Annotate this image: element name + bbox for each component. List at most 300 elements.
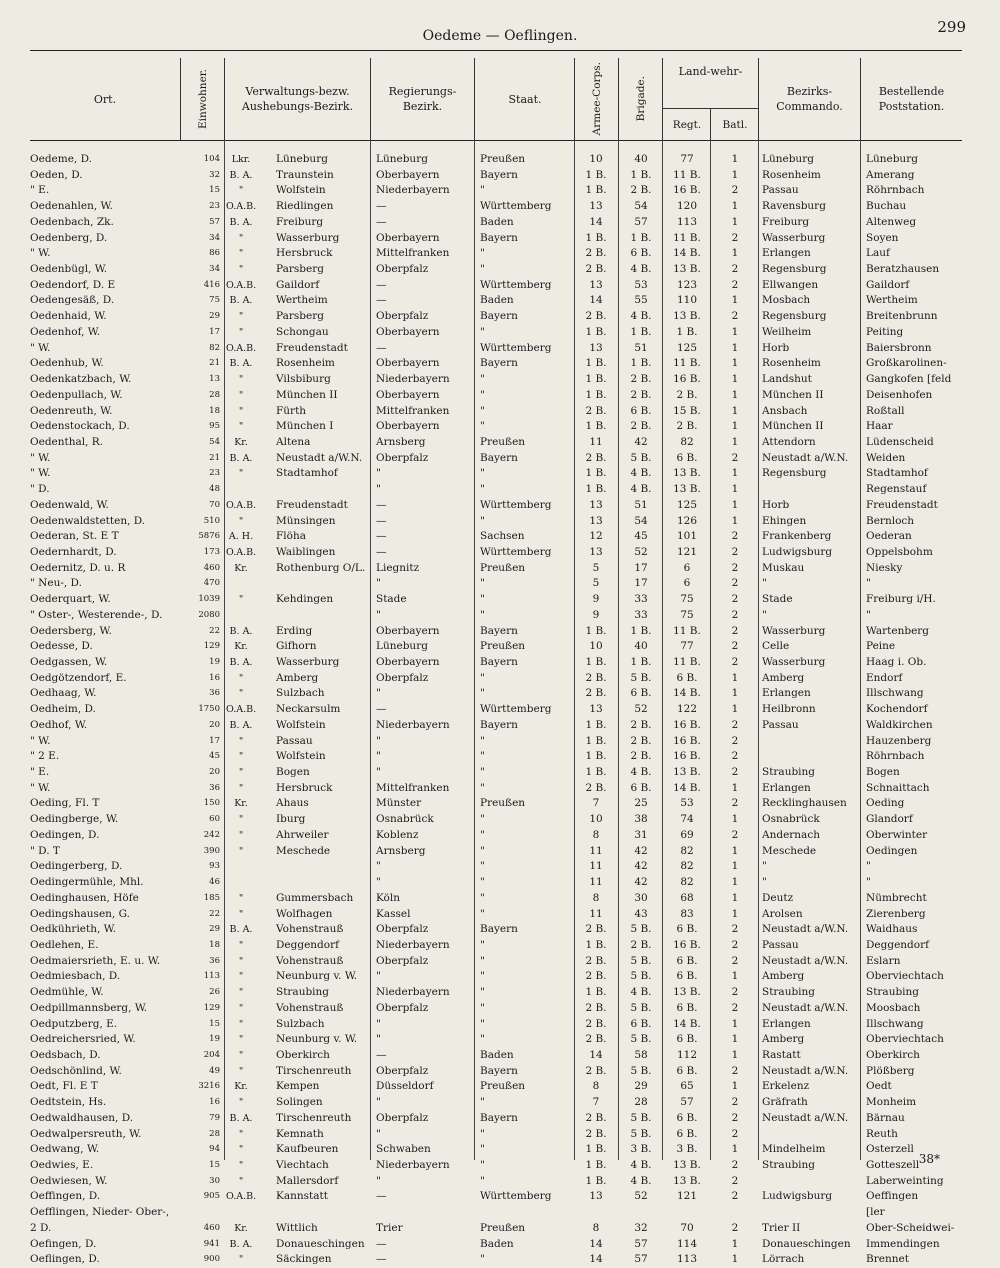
cell-reg: Oberbayern (376, 325, 440, 338)
cell-regt: 74 (680, 813, 694, 826)
cell-ein: 93 (209, 861, 220, 872)
top-rule (30, 50, 962, 51)
cell-post: Peiting (866, 325, 904, 338)
cell-brig: 2 B. (630, 734, 652, 747)
cell-kdo: " (762, 860, 767, 873)
cell-batl: 1 (731, 876, 739, 889)
cell-ein: 1750 (198, 704, 220, 715)
cell-armee: 1 B. (585, 1143, 607, 1156)
cell-batl: 1 (731, 1253, 739, 1266)
cell-bez: Hersbruck (276, 247, 333, 260)
cell-kdo: Horb (762, 498, 790, 511)
cell-ort: Oedingermühle, Mhl. (30, 876, 144, 889)
cell-batl: 1 (731, 247, 739, 260)
cell-brig: 1 B. (630, 624, 652, 637)
cell-staat: " (480, 907, 485, 920)
cell-armee: 2 B. (585, 1017, 607, 1030)
cell-bez: Neunburg v. W. (276, 1033, 358, 1046)
cell-batl: 2 (731, 278, 739, 291)
cell-post: Oeffingen (866, 1190, 919, 1203)
cell-verw: " (238, 374, 244, 386)
cell-post: Haag i. Ob. (866, 656, 927, 668)
cell-reg: — (376, 215, 387, 228)
cell-regt: 1 B. (676, 325, 698, 338)
cell-ein: 460 (203, 562, 220, 573)
cell-staat: " (480, 388, 485, 401)
cell-ein: 900 (203, 1254, 220, 1265)
cell-reg: — (376, 278, 387, 291)
cell-ort: Oedenthal, R. (30, 435, 104, 448)
cell-ort: Oedt, Fl. E T (30, 1080, 98, 1093)
cell-staat: " (480, 1174, 485, 1187)
cell-ein: 1039 (198, 594, 220, 605)
cell-staat: " (480, 750, 485, 763)
cell-ort: Oeflingen, D. (30, 1253, 100, 1266)
cell-post: Brennet (866, 1253, 909, 1266)
cell-batl: 1 (731, 200, 739, 213)
cell-armee: 2 B. (585, 954, 607, 967)
cell-post: Glandorf (866, 813, 913, 826)
signature-mark: 38* (918, 1152, 940, 1166)
cell-bez: Wittlich (276, 1221, 318, 1234)
cell-staat: Preußen (480, 640, 526, 653)
cell-kdo: Rosenheim (762, 357, 821, 370)
cell-bez: Waiblingen (276, 545, 336, 558)
cell-kdo: Trier II (762, 1221, 801, 1234)
cell-armee: 8 (592, 828, 600, 841)
cell-batl: 1 (731, 1143, 739, 1156)
cell-ort: Oederan, St. E T (30, 530, 119, 543)
table-row (30, 356, 962, 372)
cell-staat: Baden (480, 294, 514, 307)
cell-reg: Oberpfalz (376, 1064, 429, 1077)
cell-regt: 6 B. (676, 1064, 698, 1077)
cell-verw: " (238, 751, 244, 763)
table-row (30, 796, 962, 812)
cell-batl: 1 (731, 153, 739, 165)
cell-post: Soyen (866, 231, 899, 244)
cell-ein: 204 (203, 1049, 220, 1060)
cell-bez: Rosenheim (276, 357, 335, 370)
cell-reg: " (376, 1017, 381, 1030)
cell-regt: 68 (680, 891, 694, 904)
cell-verw: O.A.B. (226, 546, 257, 558)
cell-post: Freiburg i/H. (866, 593, 936, 606)
cell-kdo: Heilbronn (762, 703, 816, 716)
cell-kdo: Regensburg (762, 263, 827, 276)
cell-regt: 112 (676, 1048, 698, 1061)
cell-post: Beratzhausen (866, 263, 940, 276)
cell-bez: Sulzbach (276, 1017, 325, 1030)
cell-regt: 6 B. (676, 1127, 698, 1140)
col-header-poststation-label: Bestellende Poststation. (878, 85, 945, 113)
cell-verw: " (238, 688, 244, 700)
cell-regt: 16 B. (673, 718, 701, 731)
cell-staat: " (480, 844, 485, 857)
cell-armee: 1 B. (585, 168, 607, 181)
cell-regt: 6 B. (676, 923, 698, 936)
table-row (30, 372, 962, 388)
cell-verw: " (238, 405, 244, 417)
cell-staat: " (480, 514, 485, 527)
cell-regt: 113 (676, 1253, 698, 1266)
cell-ort: Oedinghausen, Höfe (30, 891, 139, 904)
cell-verw: Kr. (234, 798, 248, 810)
table-row (30, 969, 962, 985)
cell-post: Gotteszell (866, 1159, 920, 1171)
cell-verw: B. A. (229, 216, 253, 228)
table-row (30, 891, 962, 907)
cell-reg: Oberpfalz (376, 954, 429, 967)
table-row (30, 183, 962, 199)
cell-ein: 32 (209, 169, 220, 180)
cell-verw: " (238, 735, 244, 747)
cell-reg: Oberbayern (376, 420, 440, 433)
cell-batl: 1 (731, 215, 739, 228)
cell-batl: 2 (731, 624, 739, 637)
cell-ort: Oedschönlind, W. (30, 1064, 122, 1077)
cell-verw: B. A. (229, 358, 253, 370)
cell-kdo: Regensburg (762, 310, 827, 323)
cell-ein: 104 (203, 154, 220, 164)
cell-reg: — (376, 1237, 387, 1250)
cell-ein: 82 (209, 342, 220, 353)
cell-post: Großkarolinen- (866, 357, 947, 370)
cell-staat: " (480, 954, 485, 967)
cell-kdo: Lüneburg (762, 153, 814, 165)
cell-kdo: Neustadt a/W.N. (762, 923, 849, 936)
page-number: 299 (937, 18, 966, 36)
cell-verw: " (238, 987, 244, 999)
cell-reg: Düsseldorf (376, 1080, 434, 1093)
cell-armee: 1 B. (585, 656, 607, 668)
cell-reg: " (376, 1096, 381, 1109)
cell-ort: Oedengesäß, D. (30, 294, 115, 307)
cell-batl: 2 (731, 451, 739, 464)
cell-batl: 2 (731, 750, 739, 763)
table-row (30, 655, 962, 671)
cell-reg: — (376, 530, 387, 543)
cell-verw: " (238, 767, 244, 779)
cell-reg: Trier (376, 1221, 403, 1234)
cell-armee: 2 B. (585, 404, 607, 417)
cell-ein: 17 (209, 735, 220, 746)
table-row (30, 907, 962, 923)
cell-brig: 5 B. (630, 1033, 652, 1046)
cell-ein: 5876 (198, 531, 220, 542)
cell-reg: — (376, 703, 387, 716)
col-header-staat (474, 58, 575, 140)
cell-kdo: München II (762, 388, 824, 401)
cell-ort: Oedersberg, W. (30, 624, 112, 637)
cell-regt: 6 B. (676, 1111, 698, 1124)
cell-kdo: Deutz (762, 891, 794, 904)
cell-ort: Oedwalpersreuth, W. (30, 1127, 142, 1140)
cell-verw: " (238, 939, 244, 951)
col-header-regierung-label: Regierungs-Bezirk. (388, 85, 457, 113)
cell-ein: 18 (209, 939, 220, 950)
cell-reg: Oberpfalz (376, 671, 429, 684)
cell-reg: Koblenz (376, 828, 419, 841)
cell-post: Oberviechtach (866, 970, 944, 983)
cell-ein: 45 (209, 751, 220, 762)
cell-ort: Oedenberg, D. (30, 231, 108, 244)
table-row (30, 592, 962, 608)
cell-armee: 13 (589, 1190, 603, 1203)
cell-brig: 5 B. (630, 970, 652, 983)
table-row (30, 734, 962, 750)
cell-staat: Preußen (480, 561, 526, 574)
cell-ein: 21 (209, 452, 220, 463)
cell-reg: Arnsberg (376, 435, 426, 448)
cell-ort: Oedmühle, W. (30, 986, 104, 999)
cell-staat: " (480, 876, 485, 889)
cell-reg: Oberpfalz (376, 263, 429, 276)
cell-batl: 1 (731, 1048, 739, 1061)
cell-ort: Oedenwald, W. (30, 498, 109, 511)
cell-verw: " (238, 1049, 244, 1061)
cell-reg: Oberpfalz (376, 923, 429, 936)
cell-verw: " (238, 672, 244, 684)
cell-staat: Bayern (480, 231, 518, 244)
cell-batl: 2 (731, 577, 739, 590)
cell-verw: Kr. (234, 641, 248, 653)
cell-reg: Arnsberg (376, 844, 426, 857)
table-row (30, 875, 962, 891)
cell-armee: 1 B. (585, 750, 607, 763)
cell-post: Plößberg (866, 1064, 915, 1077)
cell-ort: Oedernhardt, D. (30, 545, 117, 558)
cell-batl: 1 (731, 357, 739, 370)
cell-regt: 53 (680, 797, 694, 810)
cell-batl: 1 (731, 1080, 739, 1093)
cell-bez: Amberg (276, 671, 319, 684)
cell-verw: " (238, 594, 244, 606)
cell-armee: 8 (592, 891, 600, 904)
cell-ein: 30 (209, 1175, 220, 1186)
cell-batl: 1 (731, 498, 739, 511)
table-row (30, 954, 962, 970)
cell-ein: 54 (209, 436, 220, 447)
cell-staat: " (480, 828, 485, 841)
cell-armee: 1 B. (585, 388, 607, 401)
cell-ein: 60 (209, 814, 220, 825)
cell-verw: " (238, 248, 244, 260)
cell-verw: B. A. (229, 657, 253, 668)
cell-ort: Oedwaldhausen, D. (30, 1111, 134, 1124)
cell-armee: 13 (589, 341, 603, 354)
cell-reg: Oberpfalz (376, 1111, 429, 1124)
cell-reg: — (376, 1253, 387, 1266)
cell-brig: 42 (634, 860, 648, 873)
table-row (30, 1189, 962, 1205)
cell-post: Haar (866, 420, 893, 433)
cell-staat: Württemberg (480, 200, 552, 213)
cell-post: Altenweg (866, 215, 917, 228)
cell-armee: 11 (589, 860, 603, 873)
cell-verw: " (238, 1034, 244, 1046)
cell-ein: 86 (209, 248, 220, 259)
cell-verw: " (238, 1065, 244, 1077)
cell-bez: Freiburg (276, 215, 324, 228)
cell-post: Bernloch (866, 514, 915, 527)
cell-bez: Säckingen (276, 1253, 332, 1266)
cell-brig: 1 B. (630, 231, 652, 244)
cell-brig: 2 B. (630, 938, 652, 951)
cell-staat: Württemberg (480, 498, 552, 511)
cell-reg: Köln (376, 891, 401, 904)
cell-ort: Oeden, D. (30, 168, 83, 181)
cell-kdo: Erlangen (762, 247, 811, 260)
cell-post: Regenstauf (866, 483, 927, 496)
cell-staat: " (480, 404, 485, 417)
cell-staat: " (480, 263, 485, 276)
cell-bez: Schongau (276, 325, 329, 338)
table-row (30, 514, 962, 530)
cell-kdo: Landshut (762, 373, 812, 386)
cell-regt: 16 B. (673, 373, 701, 386)
cell-brig: 1 B. (630, 357, 652, 370)
cell-armee: 7 (592, 1096, 600, 1109)
cell-bez: Vohenstrauß (276, 1001, 344, 1014)
cell-regt: 121 (676, 545, 698, 558)
cell-staat: " (480, 1159, 485, 1171)
cell-brig: 1 B. (630, 656, 652, 668)
cell-ort: Oeffingen, D. (30, 1190, 101, 1203)
col-header-verwaltung-label: Verwaltungs-bezw. Aushebungs-Bezirk. (241, 85, 354, 113)
cell-post: Waidhaus (866, 923, 918, 936)
cell-bez: Vohenstrauß (276, 923, 344, 936)
cell-ein: 390 (203, 845, 220, 856)
cell-regt: 123 (676, 278, 698, 291)
cell-brig: 2 B. (630, 184, 652, 197)
cell-verw: " (238, 1175, 244, 1187)
cell-brig: 6 B. (630, 781, 652, 794)
cell-staat: Baden (480, 1237, 514, 1250)
cell-kdo: Wasserburg (762, 656, 826, 668)
cell-ein: 16 (209, 1097, 220, 1108)
cell-ort: Oeding, Fl. T (30, 797, 100, 810)
cell-ein: 19 (209, 1034, 220, 1045)
cell-ort: Oedwang, W. (30, 1143, 100, 1156)
cell-kdo: Arolsen (762, 907, 803, 920)
cell-armee: 2 B. (585, 1064, 607, 1077)
cell-ein: 150 (203, 798, 220, 809)
cell-regt: 6 B. (676, 451, 698, 464)
cell-staat: " (480, 860, 485, 873)
cell-batl: 1 (731, 467, 739, 480)
cell-armee: 2 B. (585, 671, 607, 684)
cell-brig: 30 (634, 891, 648, 904)
col-header-batl (710, 108, 759, 141)
table-row (30, 1017, 962, 1033)
cell-batl: 1 (731, 168, 739, 181)
cell-reg: — (376, 545, 387, 558)
cell-bez: Gummersbach (276, 891, 354, 904)
cell-kdo: Amberg (762, 1033, 805, 1046)
cell-brig: 17 (634, 561, 648, 574)
cell-kdo: Horb (762, 341, 790, 354)
cell-kdo: Erkelenz (762, 1080, 810, 1093)
cell-post: Niesky (866, 561, 903, 574)
cell-brig: 55 (634, 294, 648, 307)
cell-armee: 1 B. (585, 373, 607, 386)
cell-post: Illschwang (866, 687, 924, 700)
cell-ort: " W. (30, 247, 51, 260)
cell-staat: " (480, 891, 485, 904)
cell-bez: Ahrweiler (276, 828, 329, 841)
cell-ein: 28 (209, 389, 220, 400)
table-row (30, 325, 962, 341)
cell-staat: " (480, 420, 485, 433)
cell-staat: Sachsen (480, 530, 525, 543)
cell-armee: 13 (589, 703, 603, 716)
table-row (30, 341, 962, 357)
col-header-ort-label: Ort. (93, 92, 117, 106)
cell-armee: 13 (589, 498, 603, 511)
cell-batl: 1 (731, 891, 739, 904)
table-row (30, 1079, 962, 1095)
cell-kdo: Ehingen (762, 514, 807, 527)
cell-brig: 5 B. (630, 1001, 652, 1014)
cell-kdo: Mindelheim (762, 1143, 826, 1156)
table-row (30, 561, 962, 577)
cell-staat: Preußen (480, 153, 526, 165)
cell-ort: Oedenhof, W. (30, 325, 101, 338)
cell-batl: 1 (731, 341, 739, 354)
cell-ort: " W. (30, 341, 51, 354)
cell-verw: " (238, 892, 244, 904)
cell-armee: 13 (589, 278, 603, 291)
cell-reg: " (376, 1174, 381, 1187)
cell-regt: 125 (676, 341, 698, 354)
cell-regt: 11 B. (673, 168, 701, 181)
cell-reg: Niederbayern (376, 986, 450, 999)
cell-verw: " (238, 845, 244, 857)
cell-regt: 13 B. (673, 1159, 701, 1171)
cell-brig: 58 (634, 1048, 648, 1061)
cell-brig: 57 (634, 1237, 648, 1250)
cell-armee: 2 B. (585, 1033, 607, 1046)
cell-armee: 9 (592, 593, 600, 606)
cell-regt: 14 B. (673, 1017, 701, 1030)
col-header-regt-label: Regt. (672, 119, 702, 131)
cell-verw: B. A. (229, 295, 253, 307)
cell-regt: 82 (680, 876, 694, 889)
cell-ort: Oedingerberg, D. (30, 860, 123, 873)
cell-regt: 16 B. (673, 734, 701, 747)
cell-staat: " (480, 734, 485, 747)
cell-staat: Preußen (480, 797, 526, 810)
cell-brig: 2 B. (630, 420, 652, 433)
cell-ort: " W. (30, 451, 51, 464)
cell-reg: Mittelfranken (376, 781, 450, 794)
cell-ein: 20 (209, 767, 220, 778)
cell-batl: 2 (731, 263, 739, 276)
cell-regt: 126 (676, 514, 698, 527)
cell-reg: Oberbayern (376, 656, 440, 668)
cell-ort: Oefingen, D. (30, 1237, 97, 1250)
table-row (30, 765, 962, 781)
cell-ort: " W. (30, 467, 51, 480)
table-row (30, 466, 962, 482)
cell-kdo: Osnabrück (762, 813, 820, 826)
cell-regt: 77 (680, 640, 694, 653)
cell-batl: 2 (731, 938, 739, 951)
cell-regt: 101 (676, 530, 698, 543)
cell-ort: Oedlehen, E. (30, 938, 99, 951)
cell-brig: 31 (634, 828, 648, 841)
